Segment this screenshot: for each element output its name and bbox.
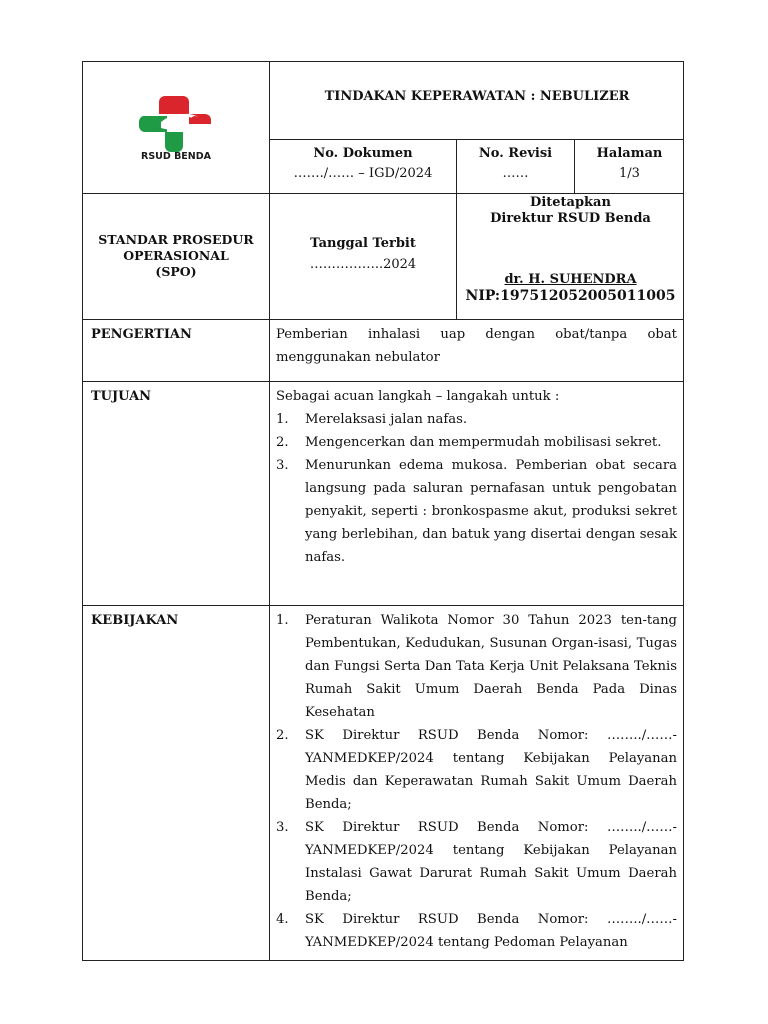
spo-line-3: (SPO): [155, 264, 197, 279]
no-dokumen-cell: [270, 146, 456, 181]
ditetapkan-label: Ditetapkan: [530, 195, 611, 210]
halaman-value: 1/3: [619, 166, 640, 181]
rule-tujuan-bottom: [83, 605, 684, 606]
tanggal-terbit-cell: [270, 236, 456, 272]
halaman-cell: [575, 146, 684, 181]
spo-label: [83, 232, 269, 280]
pengertian-label: PENGERTIAN: [91, 327, 192, 342]
tujuan-item-3: 3. Menurunkan edema mukosa. Pemberian obat secara langsung pada saluran pernafasan untuk pengobatan penyakit, seperti : bronkospasme akut, produksi sekret yang berlebihan, dan batuk yang disertai dengan sesak nafas.: [276, 458, 677, 565]
no-dokumen-label: No. Dokumen: [313, 146, 413, 161]
tanggal-terbit-label: Tanggal Terbit: [310, 236, 416, 251]
tanggal-terbit-value: ……………..2024: [309, 257, 417, 272]
spo-line-1: STANDAR PROSEDUR: [98, 232, 254, 247]
no-dokumen-value: ……./…… – IGD/2024: [293, 166, 433, 181]
no-revisi-value: ……: [502, 166, 529, 181]
kebijakan-item-2: 2. SK Direktur RSUD Benda Nomor: ……../……-YANMEDKEP/2024 tentang Kebijakan Pelayanan Medis dan Keperawatan Rumah Sakit Umum Daerah Benda;: [276, 728, 677, 812]
logo-cell: [83, 62, 269, 193]
document-title: TINDAKAN KEPERAWATAN : NEBULIZER: [324, 89, 630, 104]
signer-nip: NIP:197512052005011005: [465, 288, 676, 304]
logo-caption: RSUD BENDA: [141, 151, 211, 162]
spo-line-2: OPERASIONAL: [123, 248, 229, 263]
no-revisi-cell: [457, 146, 574, 181]
kebijakan-list: [276, 609, 677, 954]
rule-header-bottom: [83, 193, 684, 194]
kebijakan-label: KEBIJAKAN: [91, 613, 179, 628]
tujuan-intro: Sebagai acuan langkah – langakah untuk :: [276, 389, 560, 404]
halaman-label: Halaman: [596, 146, 663, 161]
tujuan-item-1: 1. Merelaksasi jalan nafas.: [276, 412, 468, 427]
rule-label-column: [269, 62, 270, 961]
signer-name: dr. H. SUHENDRA: [504, 272, 637, 287]
pengertian-text: Pemberian inhalasi uap dengan obat/tanpa obat menggunakan nebulator: [276, 327, 677, 365]
tujuan-content: [276, 385, 677, 569]
kebijakan-item-1: 1. Peraturan Walikota Nomor 30 Tahun 2023 ten-tang Pembentukan, Kedudukan, Susunan Organ-isasi, Tugas dan Fungsi Serta Dan Tata Kerja Unit Pelaksana Teknis Rumah Sakit Umum Daerah Benda Pada Dinas Kesehatan: [276, 613, 677, 720]
tujuan-label: TUJUAN: [91, 389, 152, 404]
spo-document-table: [82, 61, 684, 961]
direktur-label: Direktur RSUD Benda: [490, 211, 651, 226]
no-revisi-label: No. Revisi: [478, 146, 553, 161]
tujuan-item-2: 2. Mengencerkan dan mempermudah mobilisasi sekret.: [276, 435, 662, 450]
kebijakan-content: [276, 609, 677, 959]
rule-pengertian-bottom: [83, 381, 684, 382]
approval-cell: [457, 195, 684, 304]
hospital-logo-icon: [137, 92, 217, 154]
kebijakan-item-3: 3. SK Direktur RSUD Benda Nomor: ……../……-YANMEDKEP/2024 tentang Kebijakan Pelayanan Instalasi Gawat Darurat Rumah Sakit Umum Daerah Benda;: [276, 820, 677, 904]
kebijakan-item-4: 4. SK Direktur RSUD Benda Nomor: ……../……-YANMEDKEP/2024 tentang Pedoman Pelayanan: [276, 912, 677, 950]
tujuan-list: [276, 408, 677, 569]
rule-title-bottom: [269, 139, 684, 140]
rule-spo-bottom: [83, 319, 684, 320]
